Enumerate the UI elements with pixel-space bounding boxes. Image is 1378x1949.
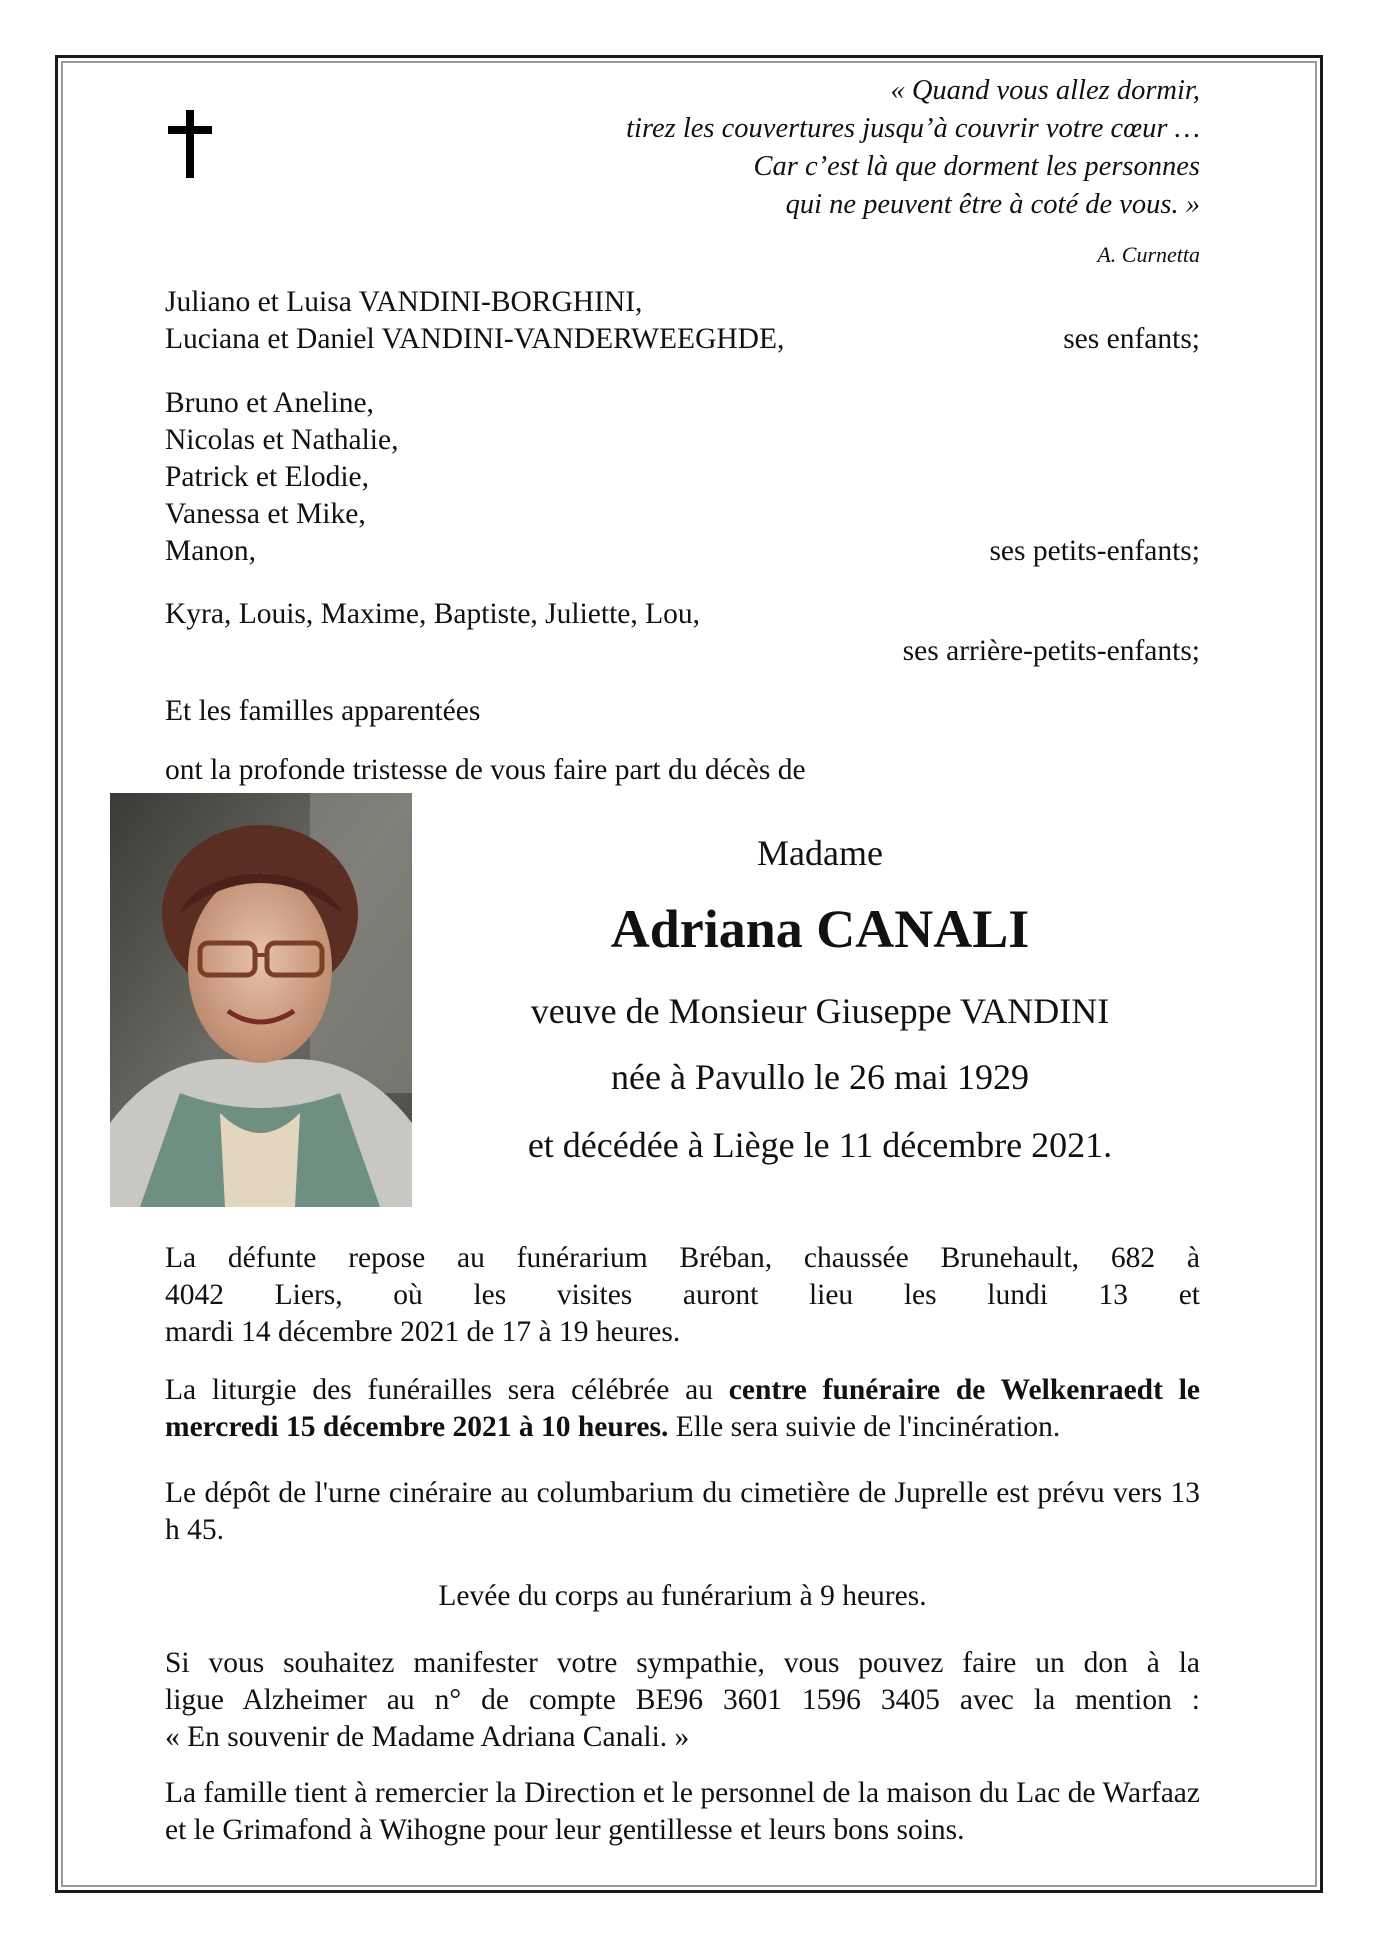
liturgy-paragraph bbox=[165, 1372, 1200, 1446]
announcement-line: ont la profonde tristesse de vous faire part du décès de bbox=[165, 754, 806, 786]
liturgy-place: centre funéraire de Welkenraedt bbox=[728, 1374, 1163, 1406]
quote-author: A. Curnetta bbox=[1097, 242, 1200, 267]
thanks-paragraph: La famille tient à remercier la Direction et le personnel de la maison du Lac de Warfaaz et le Grimafond à Wihogne pour leur gentillesse et leurs bons soins. bbox=[165, 1777, 1200, 1846]
donation-line: ligue Alzheimer au n° de compte BE96 3601 1596 3405 avec la mention : bbox=[165, 1684, 1200, 1716]
portrait-photo bbox=[110, 793, 412, 1207]
grandchild-name: Bruno et Aneline, bbox=[165, 387, 374, 419]
quote-line: qui ne peuvent être à coté de vous. » bbox=[785, 189, 1200, 220]
donation-line: « En souvenir de Madame Adriana Canali. » bbox=[165, 1721, 690, 1753]
quote-line: tirez les couvertures jusqu’à couvrir votre cœur … bbox=[626, 113, 1200, 144]
cross-icon bbox=[168, 110, 212, 178]
families-line: Et les familles apparentées bbox=[165, 695, 481, 727]
viewing-line: La défunte repose au funérarium Bréban, chaussée Brunehault, 682 à bbox=[165, 1242, 1200, 1274]
quote-line: « Quand vous allez dormir, bbox=[890, 75, 1200, 106]
quote bbox=[420, 72, 1200, 224]
grandchildren-label: ses petits-enfants; bbox=[989, 535, 1200, 567]
grandchild-name: Vanessa et Mike, bbox=[165, 498, 366, 530]
death-line: et décédée à Liège le 11 décembre 2021. bbox=[527, 1125, 1113, 1165]
viewing-paragraph bbox=[165, 1240, 1200, 1351]
viewing-line: 4042 Liers, où les visites auront lieu les lundi 13 et bbox=[165, 1279, 1200, 1311]
donation-line: Si vous souhaitez manifester votre sympathie, vous pouvez faire un don à la bbox=[165, 1647, 1200, 1679]
liturgy-suffix: Elle sera suivie de l'incinération. bbox=[668, 1411, 1061, 1443]
grandchild-name: Manon, bbox=[165, 535, 256, 567]
deceased-name: Adriana CANALI bbox=[610, 899, 1030, 959]
great-grandchildren-label: ses arrière-petits-enfants; bbox=[902, 635, 1200, 667]
donation-paragraph bbox=[165, 1645, 1200, 1756]
great-grandchildren-block bbox=[165, 596, 1200, 670]
quote-line: Car c’est là que dorment les personnes bbox=[753, 151, 1200, 182]
children-line: Juliano et Luisa VANDINI-BORGHINI, bbox=[165, 286, 643, 318]
grandchildren-block bbox=[165, 385, 1200, 570]
widow-line: veuve de Monsieur Giuseppe VANDINI bbox=[530, 991, 1110, 1031]
children-line: Luciana et Daniel VANDINI-VANDERWEEGHDE, bbox=[165, 323, 785, 355]
children-label: ses enfants; bbox=[1063, 323, 1200, 355]
great-grandchildren-names: Kyra, Louis, Maxime, Baptiste, Juliette, Lou, bbox=[165, 598, 701, 630]
grandchild-name: Nicolas et Nathalie, bbox=[165, 424, 399, 456]
liturgy-date: le mercredi 15 décembre 2021 à 10 heures. bbox=[165, 1374, 1201, 1443]
children-block bbox=[165, 284, 1200, 358]
grandchild-name: Patrick et Elodie, bbox=[165, 461, 369, 493]
birth-line: née à Pavullo le 26 mai 1929 bbox=[611, 1057, 1029, 1097]
levee-line: Levée du corps au funérarium à 9 heures. bbox=[438, 1580, 927, 1612]
liturgy-prefix: La liturgie des funérailles sera célébrée au bbox=[165, 1374, 729, 1406]
viewing-line: mardi 14 décembre 2021 de 17 à 19 heures. bbox=[165, 1316, 681, 1348]
deceased-title: Madame bbox=[757, 833, 883, 873]
urn-paragraph: Le dépôt de l'urne cinéraire au columbarium du cimetière de Juprelle est prévu vers 13 h 45. bbox=[165, 1477, 1200, 1546]
